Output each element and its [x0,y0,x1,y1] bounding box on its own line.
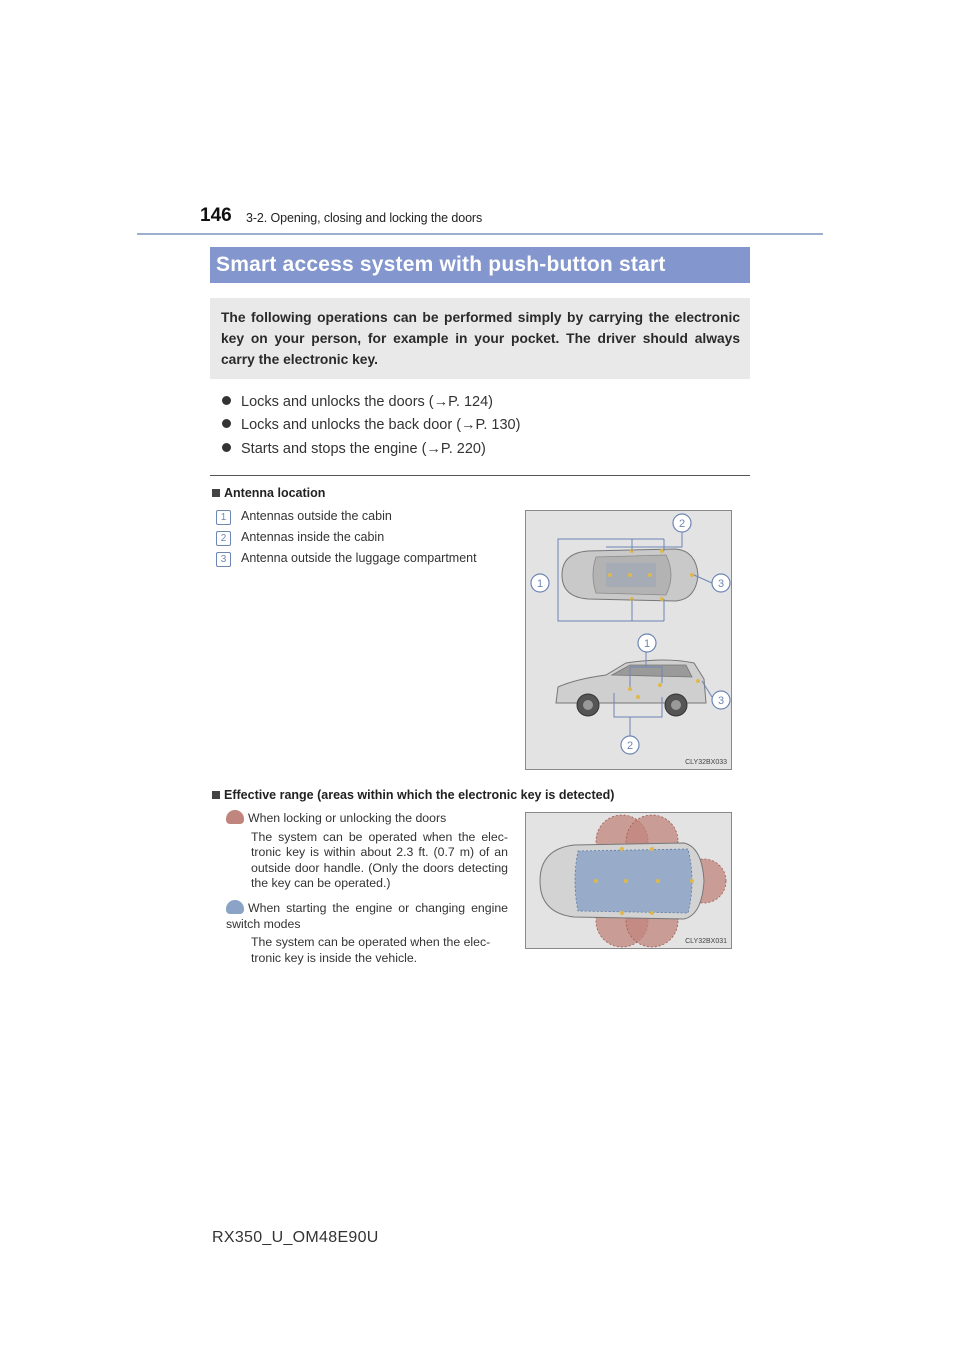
legend-label: Antennas inside the cabin [241,530,385,544]
number-badge-icon: 2 [216,531,231,546]
doors-range-title: When locking or unlocking the doors [248,811,447,825]
bullet-text: Locks and unlocks the doors (→P. 124) [241,394,494,410]
header-rule [137,233,823,235]
engine-range-text: The system can be operated when the elec-tronic key is inside the vehicle. [251,935,491,965]
callout-2-icon [673,514,691,532]
list-item [222,441,486,457]
number-badge-icon: 3 [216,552,231,567]
svg-text:3: 3 [717,695,725,707]
antenna-heading-text: Antenna location [224,486,326,500]
content-rule [210,475,750,476]
car-side-view-icon [556,660,706,716]
svg-text:2: 2 [678,518,686,530]
doors-range-block [226,810,508,892]
list-item [222,394,493,410]
engine-range-title: When starting the engine or changing engine switch modes [226,901,508,931]
svg-text:1: 1 [643,638,651,650]
bullet-icon [222,443,231,452]
range-heading [212,788,614,802]
antenna-location-figure [525,510,732,770]
square-bullet-icon [212,791,220,799]
car-top-view-icon [562,549,698,601]
svg-text:3: 3 [717,578,725,590]
bullet-text: Locks and unlocks the back door (→P. 130) [241,417,521,433]
page-title: Smart access system with push-button start [210,247,750,283]
callout-1-icon [638,634,656,652]
door-range-swatch-icon [226,810,244,824]
svg-text:1: 1 [536,578,544,590]
callout-1-icon [531,574,549,592]
square-bullet-icon [212,489,220,497]
antenna-diagram [526,511,731,769]
effective-range-figure [525,812,732,949]
page-number: 146 [200,205,232,226]
antenna-heading [212,486,325,500]
bullet-text: Starts and stops the engine (→P. 220) [241,441,486,457]
callout-3-icon [712,691,730,709]
number-badge-icon: 1 [216,510,231,525]
legend-item [216,509,392,525]
legend-label: Antennas outside the cabin [241,509,392,523]
range-diagram [526,813,731,948]
footer-code: RX350_U_OM48E90U [212,1229,379,1246]
callout-3-icon [712,574,730,592]
bullet-icon [222,396,231,405]
legend-item [216,530,384,546]
legend-label: Antenna outside the luggage compartment [241,551,477,565]
figure-code: CLY32BX033 [685,759,727,766]
legend-item [216,551,477,567]
bullet-icon [222,419,231,428]
svg-text:2: 2 [626,740,634,752]
callout-2-icon [621,736,639,754]
list-item [222,417,520,433]
doors-range-text: The system can be operated when the elec-tronic key is within about 2.3 ft. (0.7 m) of an outside door handle. (Only the doors detecting the key can be operated.) [251,829,508,890]
figure-code: CLY32BX031 [685,938,727,945]
range-heading-text: Effective range (areas within which the electronic key is detected) [224,788,615,802]
car-top-view-icon [540,843,704,919]
engine-range-swatch-icon [226,900,244,914]
section-title: 3-2. Opening, closing and locking the doors [246,211,483,225]
engine-range-block [226,900,508,966]
intro-box: The following operations can be performed simply by carrying the electronic key on your person, for example in your pocket. The driver should always carry the electronic key. [210,298,750,379]
